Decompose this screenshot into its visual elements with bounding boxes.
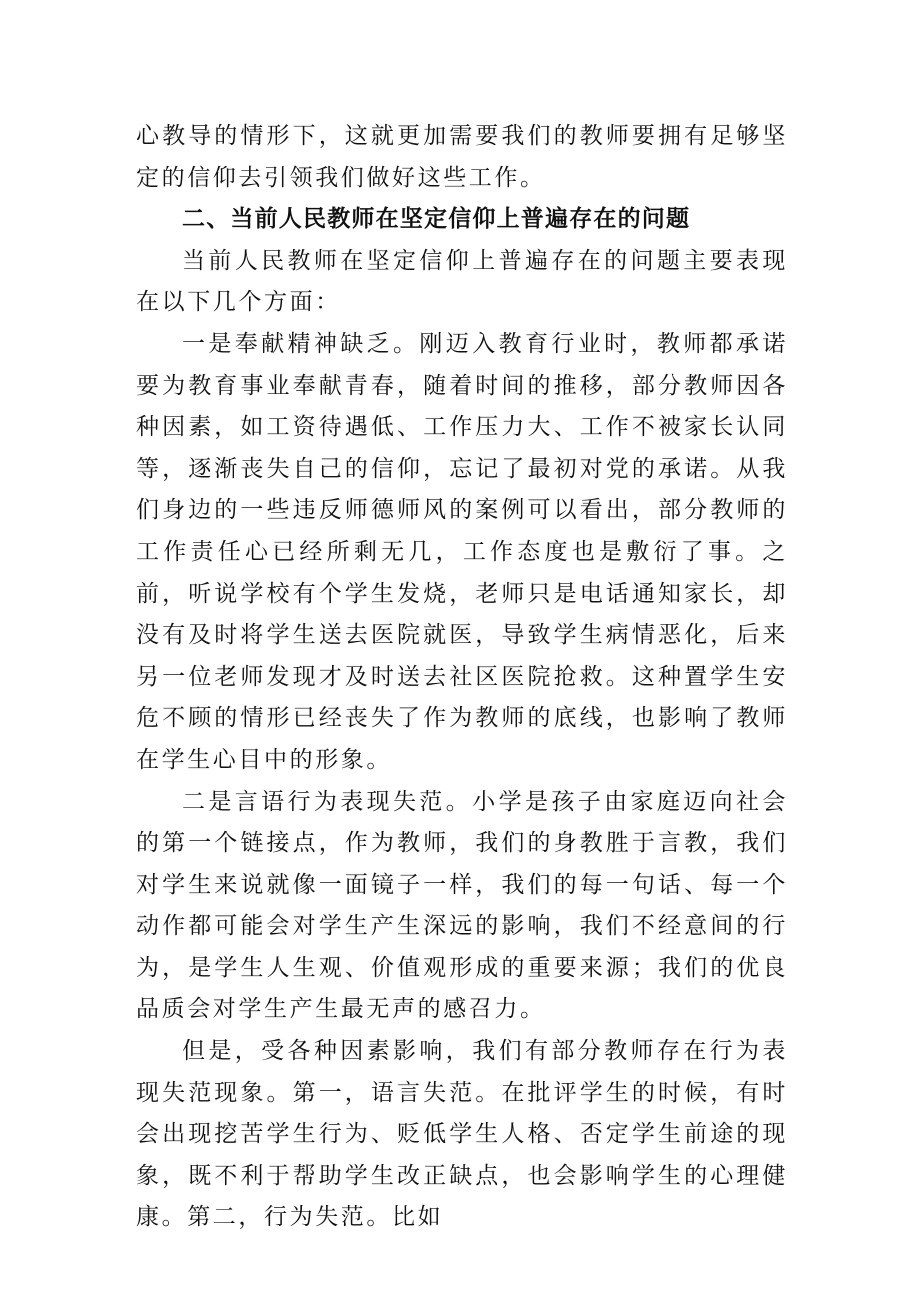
paragraph-continuation: 心教导的情形下，这就更加需要我们的教师要拥有足够坚定的信仰去引领我们做好这些工作。 <box>136 123 788 191</box>
document-body <box>136 116 788 1239</box>
paragraph-point-two: 二是言语行为表现失范。小学是孩子由家庭迈向社会的第一个链接点，作为教师，我们的身教胜于言教，我们对学生来说就像一面镜子一样，我们的每一句话、每一个动作都可能会对学生产生深远的影响，我们不经意间的行为，是学生人生观、价值观形成的重要来源；我们的优良品质会对学生产生最无声的感召力。 <box>136 788 788 1023</box>
section-heading: 二、当前人民教师在坚定信仰上普遍存在的问题 <box>182 206 691 233</box>
paragraph-point-one: 一是奉献精神缺乏。刚迈入教育行业时，教师都承诺要为教育事业奉献青春，随着时间的推移，部分教师因各种因素，如工资待遇低、工作压力大、工作不被家长认同等，逐渐丧失自己的信仰，忘记了最初对党的承诺。从我们身边的一些违反师德师风的案例可以看出，部分教师的工作责任心已经所剩无几，工作态度也是敷衍了事。之前，听说学校有个学生发烧，老师只是电话通知家长，却没有及时将学生送去医院就医，导致学生病情恶化，后来另一位老师发现才及时送去社区医院抢救。这种置学生安危不顾的情形已经丧失了作为教师的底线，也影响了教师在学生心目中的形象。 <box>136 330 788 773</box>
paragraph-however: 但是，受各种因素影响，我们有部分教师存在行为表现失范现象。第一，语言失范。在批评学生的时候，有时会出现挖苦学生行为、贬低学生人格、否定学生前途的现象，既不利于帮助学生改正缺点，也会影响学生的心理健康。第二，行为失范。比如 <box>136 1038 788 1231</box>
paragraph-intro: 当前人民教师在坚定信仰上普遍存在的问题主要表现在以下几个方面： <box>136 247 788 316</box>
